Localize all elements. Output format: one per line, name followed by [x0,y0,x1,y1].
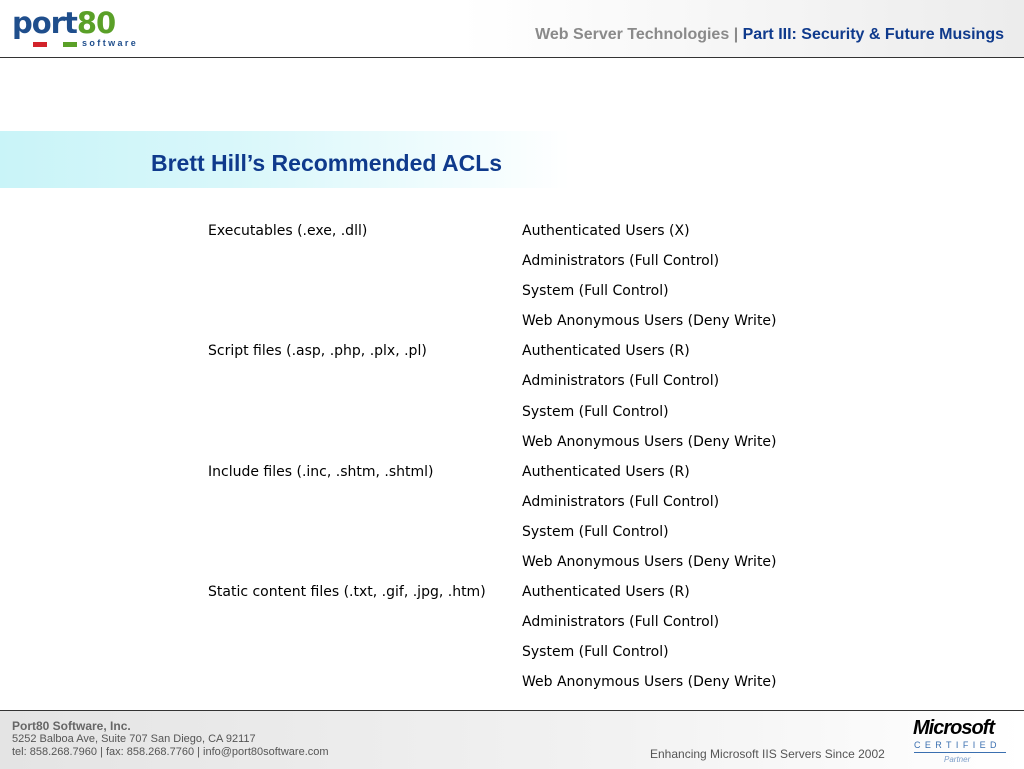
footer-contact: tel: 858.268.7960 | fax: 858.268.7760 | info@port80software.com [12,746,329,758]
file-type-cell: Include files (.inc, .shtm, .shtml) [208,463,434,480]
table-row [208,366,828,396]
permission-cell: Authenticated Users (X) [522,223,690,239]
permission-cell: Administrators (Full Control) [522,493,720,510]
permission-cell: Authenticated Users (R) [522,343,690,360]
table-row [208,487,828,517]
header-part: Part III: Security & Future Musings [742,26,1004,43]
footer-company: Port80 Software, Inc. [12,719,131,733]
table-row [208,276,828,306]
permission-cell: Administrators (Full Control) [522,373,720,390]
file-type-cell: Static content files (.txt, .gif, .jpg, .htm) [208,584,486,601]
table-row [208,667,828,697]
permission-cell: Web Anonymous Users (Deny Write) [522,554,777,571]
badge-divider [914,752,1006,753]
logo-red-bar [33,42,47,47]
table-row [208,637,828,667]
logo-wordmark [12,6,115,40]
table-row [208,517,828,547]
table-row [208,246,828,276]
table-row [208,336,828,366]
permission-cell: Authenticated Users (R) [522,584,690,601]
permission-cell: System (Full Control) [522,644,669,661]
logo-word-num: 80 [76,6,116,40]
table-row [208,306,828,336]
permission-cell: Web Anonymous Users (Deny Write) [522,433,777,450]
acl-table [208,216,828,698]
permission-cell: System (Full Control) [522,403,669,420]
logo-subtext: software [82,38,139,48]
microsoft-certified-partner-badge [910,717,1010,767]
port80-logo [12,6,142,50]
header-section: Web Server Technologies [535,26,730,43]
microsoft-logo: Microsoft [913,717,994,739]
permission-cell: Administrators (Full Control) [522,614,720,631]
badge-certified-text: CERTIFIED [914,740,1001,750]
permission-cell: System (Full Control) [522,283,669,300]
permission-cell: Web Anonymous Users (Deny Write) [522,313,777,330]
file-type-cell: Executables (.exe, .dll) [208,223,368,239]
table-row [208,547,828,577]
footer-tagline: Enhancing Microsoft IIS Servers Since 2002 [650,747,885,761]
footer-address: 5252 Balboa Ave, Suite 707 San Diego, CA 92117 [12,733,256,745]
permission-cell: System (Full Control) [522,523,669,540]
table-row [208,607,828,637]
permission-cell: Administrators (Full Control) [522,253,720,270]
table-row [208,577,828,607]
header-section-title [535,26,1004,44]
table-row [208,457,828,487]
table-row [208,427,828,457]
logo-word-port: port [12,6,77,40]
slide-title: Brett Hill’s Recommended ACLs [151,150,503,176]
badge-partner-text: Partner [944,755,971,764]
file-type-cell: Script files (.asp, .php, .plx, .pl) [208,343,427,360]
header-separator: | [733,26,739,43]
permission-cell: Authenticated Users (R) [522,463,690,480]
permission-cell: Web Anonymous Users (Deny Write) [522,674,777,691]
slide-footer [0,710,1024,769]
slide-header [0,0,1024,58]
logo-green-bar [63,42,77,47]
table-row [208,397,828,427]
table-row [208,216,828,246]
